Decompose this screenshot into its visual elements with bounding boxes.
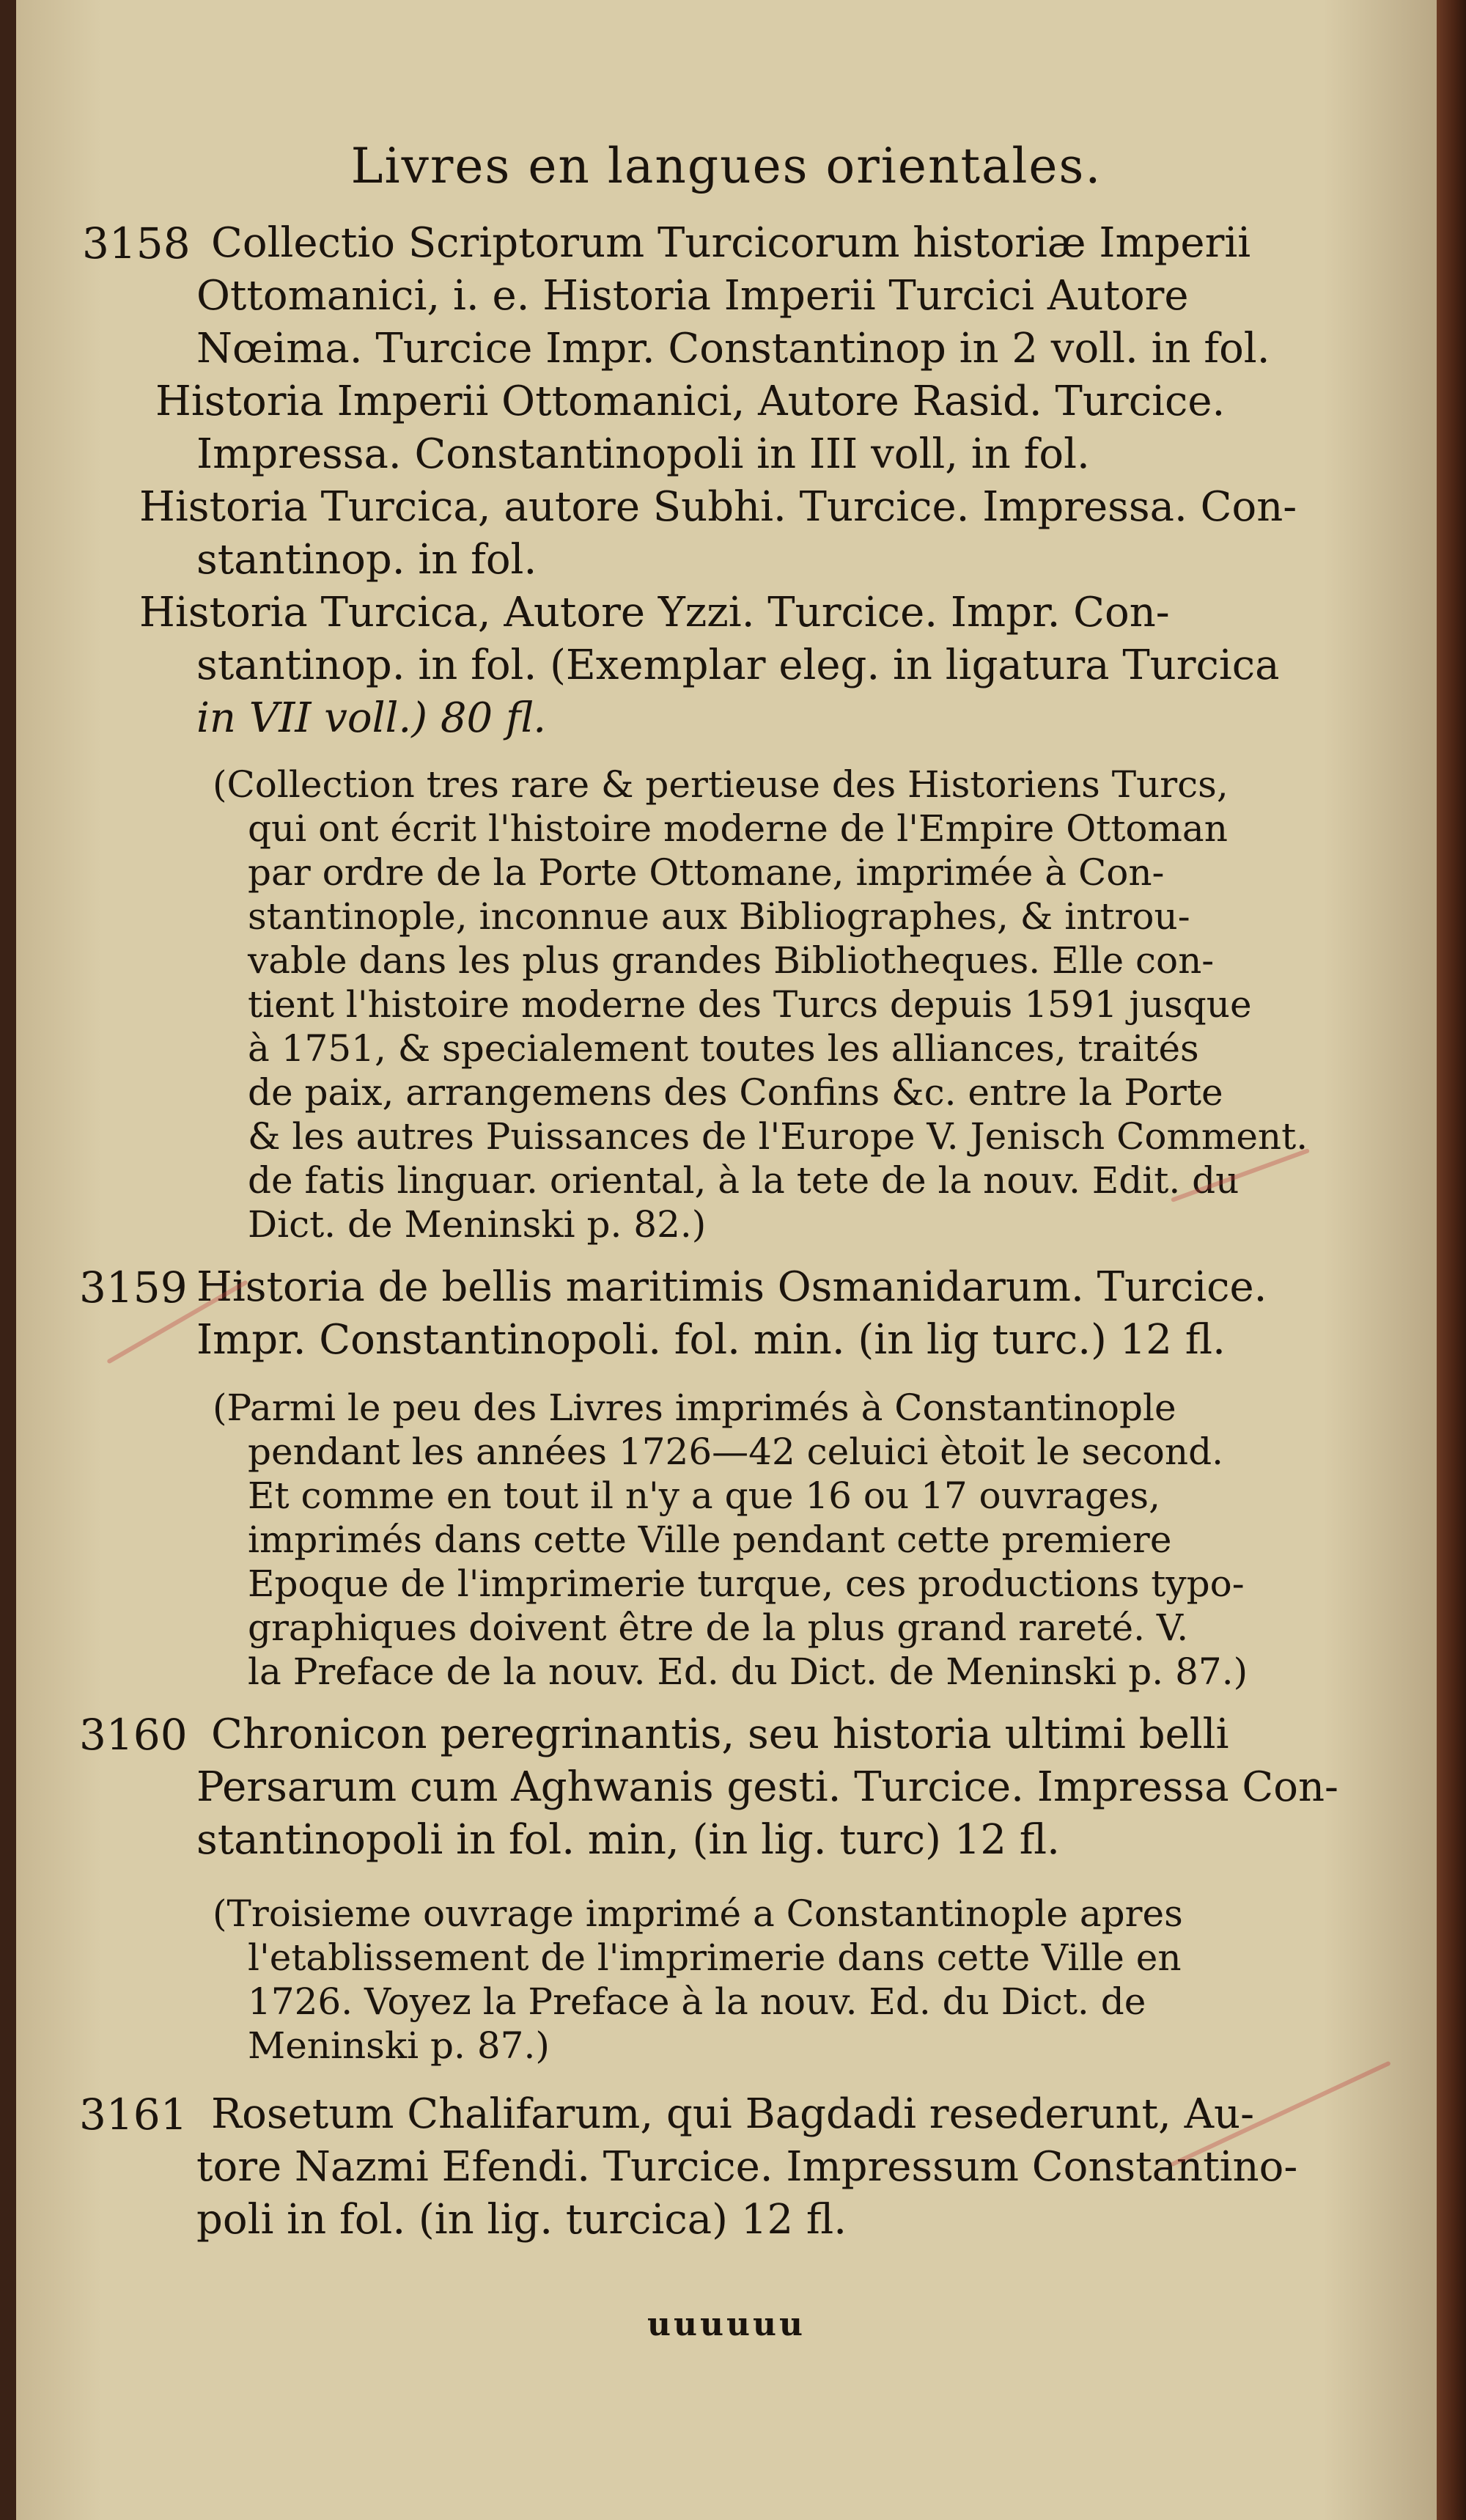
entry-line: tore Nazmi Efendi. Turcice. Impressum Constantino-: [196, 2143, 1298, 2191]
note-line: & les autres Puissances de l'Europe V. Jenisch Comment.: [248, 1115, 1308, 1158]
entry-line: Collectio Scriptorum Turcicorum historiæ Imperii: [211, 219, 1251, 267]
note-line: par ordre de la Porte Ottomane, imprimée à Con-: [248, 851, 1165, 894]
note-line: (Collection tres rare & pertieuse des Historiens Turcs,: [213, 763, 1229, 806]
book-page: [16, 0, 1437, 2520]
entry-line: Historia Imperii Ottomanici, Autore Rasid. Turcice.: [155, 378, 1226, 425]
note-line: (Parmi le peu des Livres imprimés à Constantinople: [213, 1386, 1176, 1429]
note-line: Dict. de Meninski p. 82.): [248, 1203, 707, 1246]
page-heading: Livres en langues orientales.: [350, 138, 1102, 194]
note-line: de fatis linguar. oriental, à la tete de la nouv. Edit. du: [248, 1159, 1240, 1202]
entry-line: poli in fol. (in lig. turcica) 12 fl.: [196, 2196, 847, 2244]
note-line: pendant les années 1726—42 celuici ètoit le second.: [248, 1430, 1224, 1473]
note-line: 1726. Voyez la Preface à la nouv. Ed. du Dict. de: [248, 1980, 1146, 2023]
entry-line: Chronicon peregrinantis, seu historia ultimi belli: [211, 1711, 1229, 1758]
note-line: Et comme en tout il n'y a que 16 ou 17 ouvrages,: [248, 1474, 1160, 1517]
entry-line: Historia Turcica, autore Subhi. Turcice. Impressa. Con-: [139, 483, 1297, 531]
catchword-ornament: uuuuuu: [647, 2306, 806, 2343]
note-line: Meninski p. 87.): [248, 2024, 550, 2067]
entry-line: Impr. Constantinopoli. fol. min. (in lig turc.) 12 fl.: [196, 1316, 1226, 1364]
note-line: imprimés dans cette Ville pendant cette premiere: [248, 1518, 1172, 1561]
entry-number: 3158: [82, 218, 191, 268]
note-line: de paix, arrangemens des Confins &c. entre la Porte: [248, 1071, 1223, 1114]
entry-number: 3159: [79, 1263, 188, 1312]
note-line: tient l'histoire moderne des Turcs depuis 1591 jusque: [248, 983, 1252, 1026]
note-line: graphiques doivent être de la plus grand rareté. V.: [248, 1606, 1189, 1649]
entry-line: stantinop. in fol.: [196, 536, 537, 584]
note-line: vable dans les plus grandes Bibliotheques. Elle con-: [248, 939, 1215, 982]
entry-line: Nœima. Turcice Impr. Constantinop in 2 voll. in fol.: [196, 325, 1270, 372]
note-line: la Preface de la nouv. Ed. du Dict. de Meninski p. 87.): [248, 1650, 1248, 1693]
note-line: à 1751, & specialement toutes les alliances, traités: [248, 1027, 1199, 1070]
note-line: Epoque de l'imprimerie turque, ces productions typo-: [248, 1562, 1245, 1605]
note-line: (Troisieme ouvrage imprimé a Constantinople apres: [213, 1892, 1183, 1935]
entry-line: Historia Turcica, Autore Yzzi. Turcice. Impr. Con-: [139, 589, 1170, 636]
entry-number: 3160: [79, 1710, 188, 1760]
note-line: stantinople, inconnue aux Bibliographes, & introu-: [248, 895, 1190, 938]
note-line: qui ont écrit l'histoire moderne de l'Empire Ottoman: [248, 807, 1228, 850]
entry-line: Ottomanici, i. e. Historia Imperii Turcici Autore: [196, 272, 1189, 320]
note-line: l'etablissement de l'imprimerie dans cette Ville en: [248, 1936, 1182, 1979]
entry-line: Impressa. Constantinopoli in III voll, in fol.: [196, 430, 1090, 478]
entry-line: Historia de bellis maritimis Osmanidarum. Turcice.: [196, 1263, 1267, 1311]
entry-line: Persarum cum Aghwanis gesti. Turcice. Impressa Con-: [196, 1763, 1338, 1811]
entry-number: 3161: [79, 2090, 188, 2139]
entry-line: in VII voll.) 80 fl.: [196, 694, 547, 742]
book-edge: [1437, 0, 1466, 2520]
entry-line: stantinopoli in fol. min, (in lig. turc) 12 fl.: [196, 1816, 1060, 1864]
entry-line: Rosetum Chalifarum, qui Bagdadi resederunt, Au-: [211, 2090, 1255, 2138]
entry-line: stantinop. in fol. (Exemplar eleg. in ligatura Turcica: [196, 642, 1280, 689]
